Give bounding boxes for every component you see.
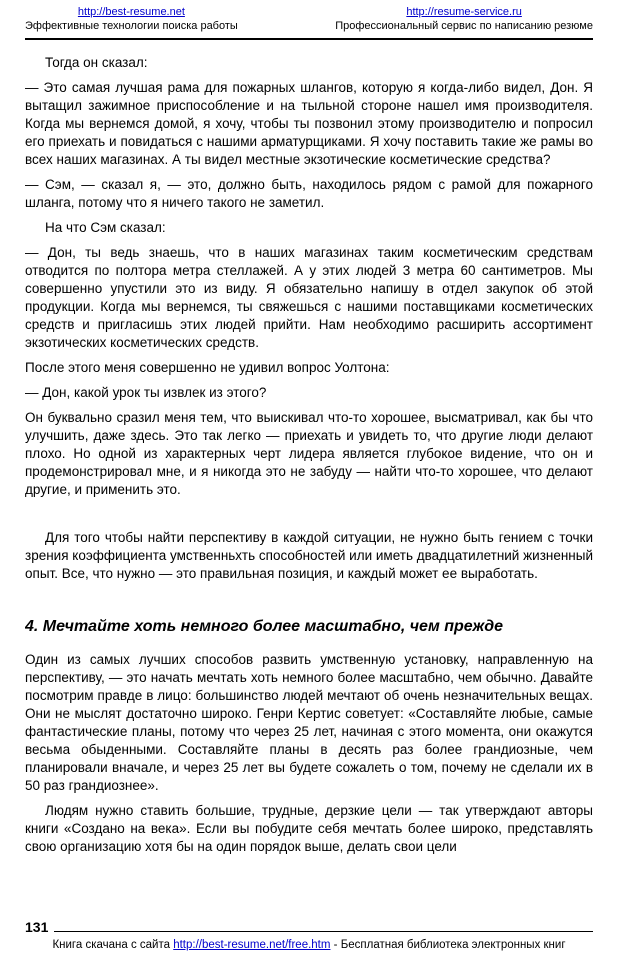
download-note-prefix: Книга скачана с сайта xyxy=(52,939,174,951)
paragraph: — Это самая лучшая рама для пожарных шлангов, которую я когда-либо видел, Дон. Я вытащил зажимное приспособление и на тыльной стороне нашел имя производителя. Когда мы вернемся домой, я хочу, чтобы ты позвонил этому производителю и попросил его приехать и повидаться с нашими арматурщиками. Я хочу поставить такие же рамы во всех наших магазинах. А ты видел местные экзотические косметические средства? xyxy=(25,80,593,167)
footer-divider xyxy=(54,931,593,932)
paragraph: — Дон, какой урок ты извлек из этого? xyxy=(25,385,267,400)
page-number: 131 xyxy=(25,919,49,935)
page-body xyxy=(25,54,593,919)
download-note-suffix: - Бесплатная библиотека электронных книг xyxy=(330,939,566,951)
header-divider xyxy=(25,38,593,40)
paragraph: Он буквально сразил меня тем, что выискивал что-то хорошее, высматривал, как бы что улучшить, даже здесь. Это так легко — приехать и увидеть то, что другие люди делают плохо. Но одной из характерных черт лидера является глубокое видение, что он и продемонстрировал мне, и я никогда это не забуду — найти что-то хорошее, что делают другие, и применить это. xyxy=(25,410,593,497)
header-right xyxy=(335,5,593,33)
paragraph: — Дон, ты ведь знаешь, что в наших магазинах таким косметическим средствам отводится по полтора метра стеллажей. А у этих людей 3 метра 60 сантиметров. Мы совершенно упустили это из виду. Я обязательно напишу в отдел закупок об этой продукции. Когда мы вернемся, ты свяжешься с нашими поставщиками косметических средств и пригласишь этих людей прийти. Нам необходимо расширить ассортимент экзотических косметических средств. xyxy=(25,245,593,350)
paragraph: Тогда он сказал: xyxy=(45,55,148,70)
page-footer xyxy=(25,919,593,953)
footer-line xyxy=(25,919,593,935)
header-right-subtitle: Профессиональный сервис по написанию резюме xyxy=(335,20,593,32)
paragraph: После этого меня совершенно не удивил вопрос Уолтона: xyxy=(25,360,390,375)
page-header xyxy=(25,5,593,33)
header-right-link[interactable]: http://resume-service.ru xyxy=(406,6,522,18)
header-left-subtitle: Эффективные технологии поиска работы xyxy=(25,20,238,32)
header-left xyxy=(25,5,238,33)
paragraph: На что Сэм сказал: xyxy=(45,220,166,235)
section-heading: 4. Мечтайте хоть немного более масштабно, чем прежде xyxy=(25,618,504,635)
paragraph: — Сэм, — сказал я, — это, должно быть, находилось рядом с рамой для пожарного шланга, потому что я ничего такого не заметил. xyxy=(25,177,593,210)
download-note xyxy=(25,938,593,953)
header-left-link[interactable]: http://best-resume.net xyxy=(77,6,185,18)
download-link[interactable]: http://best-resume.net/free.htm xyxy=(173,939,331,951)
paragraph: Один из самых лучших способов развить умственную установку, направленную на перспективу, — это начать мечтать хоть немного более масштабно, чем обычно. Давайте посмотрим правде в лицо: большинство людей мечтают об очень незначительных вещах. Они не мыслят достаточно широко. Генри Кертис советует: «Составляйте любые, самые фантастические планы, потому что через 25 лет, начиная с этого момента, они окажутся весьма обыденными. Составляйте планы в десять раз более грандиозные, чем планировали вначале, и через 25 лет вы будете сожалеть о том, почему не сделали их в 50 раз грандиознее». xyxy=(25,652,593,793)
paragraph: Людям нужно ставить большие, трудные, дерзкие цели — так утверждают авторы книги «Создано на века». Если вы побудите себя мечтать более широко, представлять свою организацию хотя бы на один порядок выше, делать свои цели xyxy=(25,803,593,854)
paragraph: Для того чтобы найти перспективу в каждой ситуации, не нужно быть гением с точки зрения коэффициента умственньхть способностей или иметь двадцатилетний жизненный опыт. Все, что нужно — это правильная позиция, и каждый может ее выработать. xyxy=(25,530,593,581)
